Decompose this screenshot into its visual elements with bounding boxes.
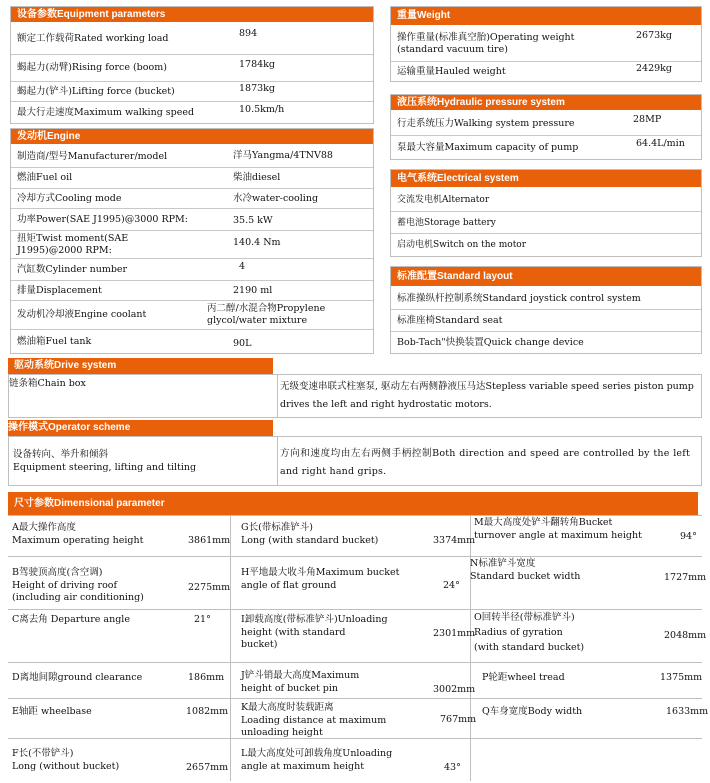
row-divider xyxy=(8,515,702,516)
row-divider xyxy=(8,556,702,557)
dim-label-d: D离地间隙ground clearance xyxy=(12,672,143,683)
row-label: 运输重量Hauled weight xyxy=(397,66,506,77)
row-label: 冷却方式Cooling mode xyxy=(17,192,122,204)
dim-value-i: 2301mm xyxy=(433,628,476,639)
row-label: 蝎起力(铲斗)Lifting force (bucket) xyxy=(17,85,175,97)
dim-value-n: 1727mm xyxy=(664,572,707,583)
row-label: 交流发电机Alternator xyxy=(397,195,490,205)
row-value: 2673kg xyxy=(636,30,673,41)
equipment-row xyxy=(11,102,373,123)
dim-label-p: P轮距wheel tread xyxy=(482,672,565,683)
dim-label-k: K最大高度时装载距离 Loading distance at maximum unloading height xyxy=(241,702,387,738)
row-divider xyxy=(8,698,702,699)
row-value: 64.4L/min xyxy=(636,138,685,149)
dim-value-b: 2275mm xyxy=(188,582,231,593)
drive-label: 链条箱Chain box xyxy=(9,378,86,389)
standard-row xyxy=(391,332,701,353)
hydraulic-row xyxy=(391,112,701,136)
engine-row xyxy=(11,281,373,301)
engine-row xyxy=(11,146,373,168)
row-label: 启动电机Switch on the motor xyxy=(397,240,527,250)
row-value: 丙二醇/水混合物Propylene glycol/water mixture xyxy=(207,303,326,326)
dim-value-m: 94° xyxy=(680,531,697,542)
row-value: 2190 ml xyxy=(233,285,273,296)
row-label: 排量Displacement xyxy=(17,284,102,296)
weight-row xyxy=(391,27,701,62)
dim-value-h: 24° xyxy=(443,580,460,591)
row-value: 140.4 Nm xyxy=(233,237,281,248)
row-label: 蓄电池Storage battery xyxy=(397,217,496,228)
column-divider xyxy=(277,375,278,417)
dim-label-f: F长(不带铲斗) Long (without bucket) xyxy=(12,748,120,772)
engine-header: 发动机Engine xyxy=(11,129,373,144)
row-label: 泵最大容量Maximum capacity of pump xyxy=(397,141,579,153)
row-label: 发动机冷却液Engine coolant xyxy=(17,309,147,320)
dimensional-header: 尺寸参数Dimensional parameter xyxy=(8,492,698,515)
engine-row xyxy=(11,168,373,189)
dim-label-m: M最大高度处铲斗翻转角Bucket turnover angle at maximum height xyxy=(474,517,642,541)
dim-value-l: 43° xyxy=(444,762,461,773)
hydraulic-section xyxy=(390,94,702,160)
dim-label-b: B驾驶顶高度(含空调) Height of driving roof (including air conditioning) xyxy=(12,567,144,603)
equipment-section xyxy=(10,6,374,124)
row-label: 最大行走速度Maximum walking speed xyxy=(17,106,195,118)
operator-value: 方向和速度均由左右两侧手柄控制Both direction and speed are controlled by the left and right hand grips. xyxy=(280,448,690,477)
dim-label-o: O回转半径(带标准铲斗) Radius of gyration (with standard bucket) xyxy=(474,612,585,653)
row-label: 标准操纵杆控制系统Standard joystick control system xyxy=(397,292,641,304)
dim-label-a: A最大操作高度 Maximum operating height xyxy=(12,522,144,546)
row-value: 水冷water-cooling xyxy=(233,193,319,204)
row-label: 功率Power(SAE J1995)@3000 RPM: xyxy=(17,213,188,225)
drive-value: 无级变速串联式柱塞泵, 驱动左右两侧静液压马达Stepless variable speed series piston pump drives the left and right hydrostatic motors. xyxy=(280,381,694,410)
dim-value-j: 3002mm xyxy=(433,684,476,695)
row-value: 1784kg xyxy=(239,59,276,70)
dim-label-n: N标准铲斗宽度 Standard bucket width xyxy=(470,558,581,582)
standard-row xyxy=(391,310,701,332)
engine-row xyxy=(11,189,373,209)
standard-section xyxy=(390,266,702,354)
row-value: 2429kg xyxy=(636,63,673,74)
dim-label-h: H平地最大收斗角Maximum bucket angle of flat ground xyxy=(241,567,400,591)
engine-section xyxy=(10,128,374,354)
weight-section xyxy=(390,6,702,82)
electrical-row xyxy=(391,212,701,234)
column-divider xyxy=(277,437,278,485)
row-label: 制造商/型号Manufacturer/model xyxy=(17,150,168,162)
dim-label-g: G长(带标准铲斗) Long (with standard bucket) xyxy=(241,522,379,546)
electrical-row xyxy=(391,189,701,212)
equipment-row xyxy=(11,24,373,55)
operator-table xyxy=(8,436,702,486)
row-value: 柴油diesel xyxy=(233,172,281,183)
hydraulic-row xyxy=(391,136,701,159)
row-divider xyxy=(8,662,702,663)
electrical-section xyxy=(390,169,702,257)
operator-label: 设备转向、举升和倾斜 Equipment steering, lifting and tilting xyxy=(13,449,197,473)
dim-value-e: 1082mm xyxy=(186,706,229,717)
dim-label-i: I卸载高度(带标准铲斗)Unloading height (with standard bucket) xyxy=(241,614,388,650)
engine-row xyxy=(11,301,373,330)
dim-value-q: 1633mm xyxy=(666,706,709,717)
dim-value-p: 1375mm xyxy=(660,672,703,683)
dim-value-a: 3861mm xyxy=(188,535,231,546)
dim-label-l: L最大高度处可卸载角度Unloading angle at maximum height xyxy=(241,748,393,772)
equipment-row xyxy=(11,55,373,82)
row-label: 标准座椅Standard seat xyxy=(397,314,503,326)
column-divider xyxy=(230,515,231,781)
engine-row xyxy=(11,231,373,259)
electrical-row xyxy=(391,234,701,256)
row-value: 1873kg xyxy=(239,83,276,94)
column-divider xyxy=(470,515,471,781)
row-label: Bob-Tach"快换装置Quick change device xyxy=(397,336,584,348)
row-value: 894 xyxy=(239,28,258,39)
dim-value-o: 2048mm xyxy=(664,630,707,641)
dimensional-section xyxy=(8,492,709,781)
equipment-header: 设备参数Equipment parameters xyxy=(11,7,373,22)
standard-row xyxy=(391,288,701,310)
dim-value-g: 3374mm xyxy=(433,535,476,546)
row-label: 额定工作载荷Rated working load xyxy=(17,33,169,44)
row-label: 燃油Fuel oil xyxy=(17,172,73,183)
dim-value-f: 2657mm xyxy=(186,762,229,773)
row-value: 洋马Yangma/4TNV88 xyxy=(233,150,333,161)
dim-label-q: Q车身宽度Body width xyxy=(482,706,583,717)
row-value: 10.5km/h xyxy=(239,104,285,115)
row-label: 汽缸数Cylinder number xyxy=(17,263,128,275)
drive-section xyxy=(8,358,702,418)
row-value: 4 xyxy=(239,261,246,272)
dim-value-c: 21° xyxy=(194,614,211,625)
dim-label-j: J铲斗销最大高度Maximum height of bucket pin xyxy=(241,670,360,694)
drive-header: 驱动系统Drive system xyxy=(8,358,273,374)
weight-row xyxy=(391,62,701,82)
hydraulic-header: 液压系统Hydraulic pressure system xyxy=(391,95,701,110)
engine-row xyxy=(11,209,373,231)
row-label: 行走系统压力Walking system pressure xyxy=(397,117,575,129)
engine-row xyxy=(11,330,373,353)
row-label: 扭矩Twist moment(SAE J1995)@2000 RPM: xyxy=(17,232,129,256)
drive-table xyxy=(8,374,702,418)
dim-value-k: 767mm xyxy=(440,714,477,725)
electrical-header: 电气系统Electrical system xyxy=(391,170,701,187)
row-label: 蝎起力(动臂)Rising force (boom) xyxy=(17,62,167,73)
standard-header: 标准配置Standard layout xyxy=(391,267,701,286)
row-value: 28MP xyxy=(633,114,662,125)
row-label: 操作重量(标准真空胎)Operating weight (standard vacuum tire) xyxy=(397,32,575,55)
dim-label-e: E轴距 wheelbase xyxy=(12,706,92,717)
operator-section xyxy=(8,420,702,486)
equipment-row xyxy=(11,82,373,102)
row-value: 90L xyxy=(233,338,252,349)
operator-header: 操作模式Operator scheme xyxy=(8,420,273,436)
engine-row xyxy=(11,259,373,281)
row-divider xyxy=(8,609,702,610)
dim-value-d: 186mm xyxy=(188,672,225,683)
dim-label-c: C离去角 Departure angle xyxy=(12,614,130,625)
row-label: 燃油箱Fuel tank xyxy=(17,335,92,347)
row-value: 35.5 kW xyxy=(233,215,273,226)
weight-header: 重量Weight xyxy=(391,7,701,25)
